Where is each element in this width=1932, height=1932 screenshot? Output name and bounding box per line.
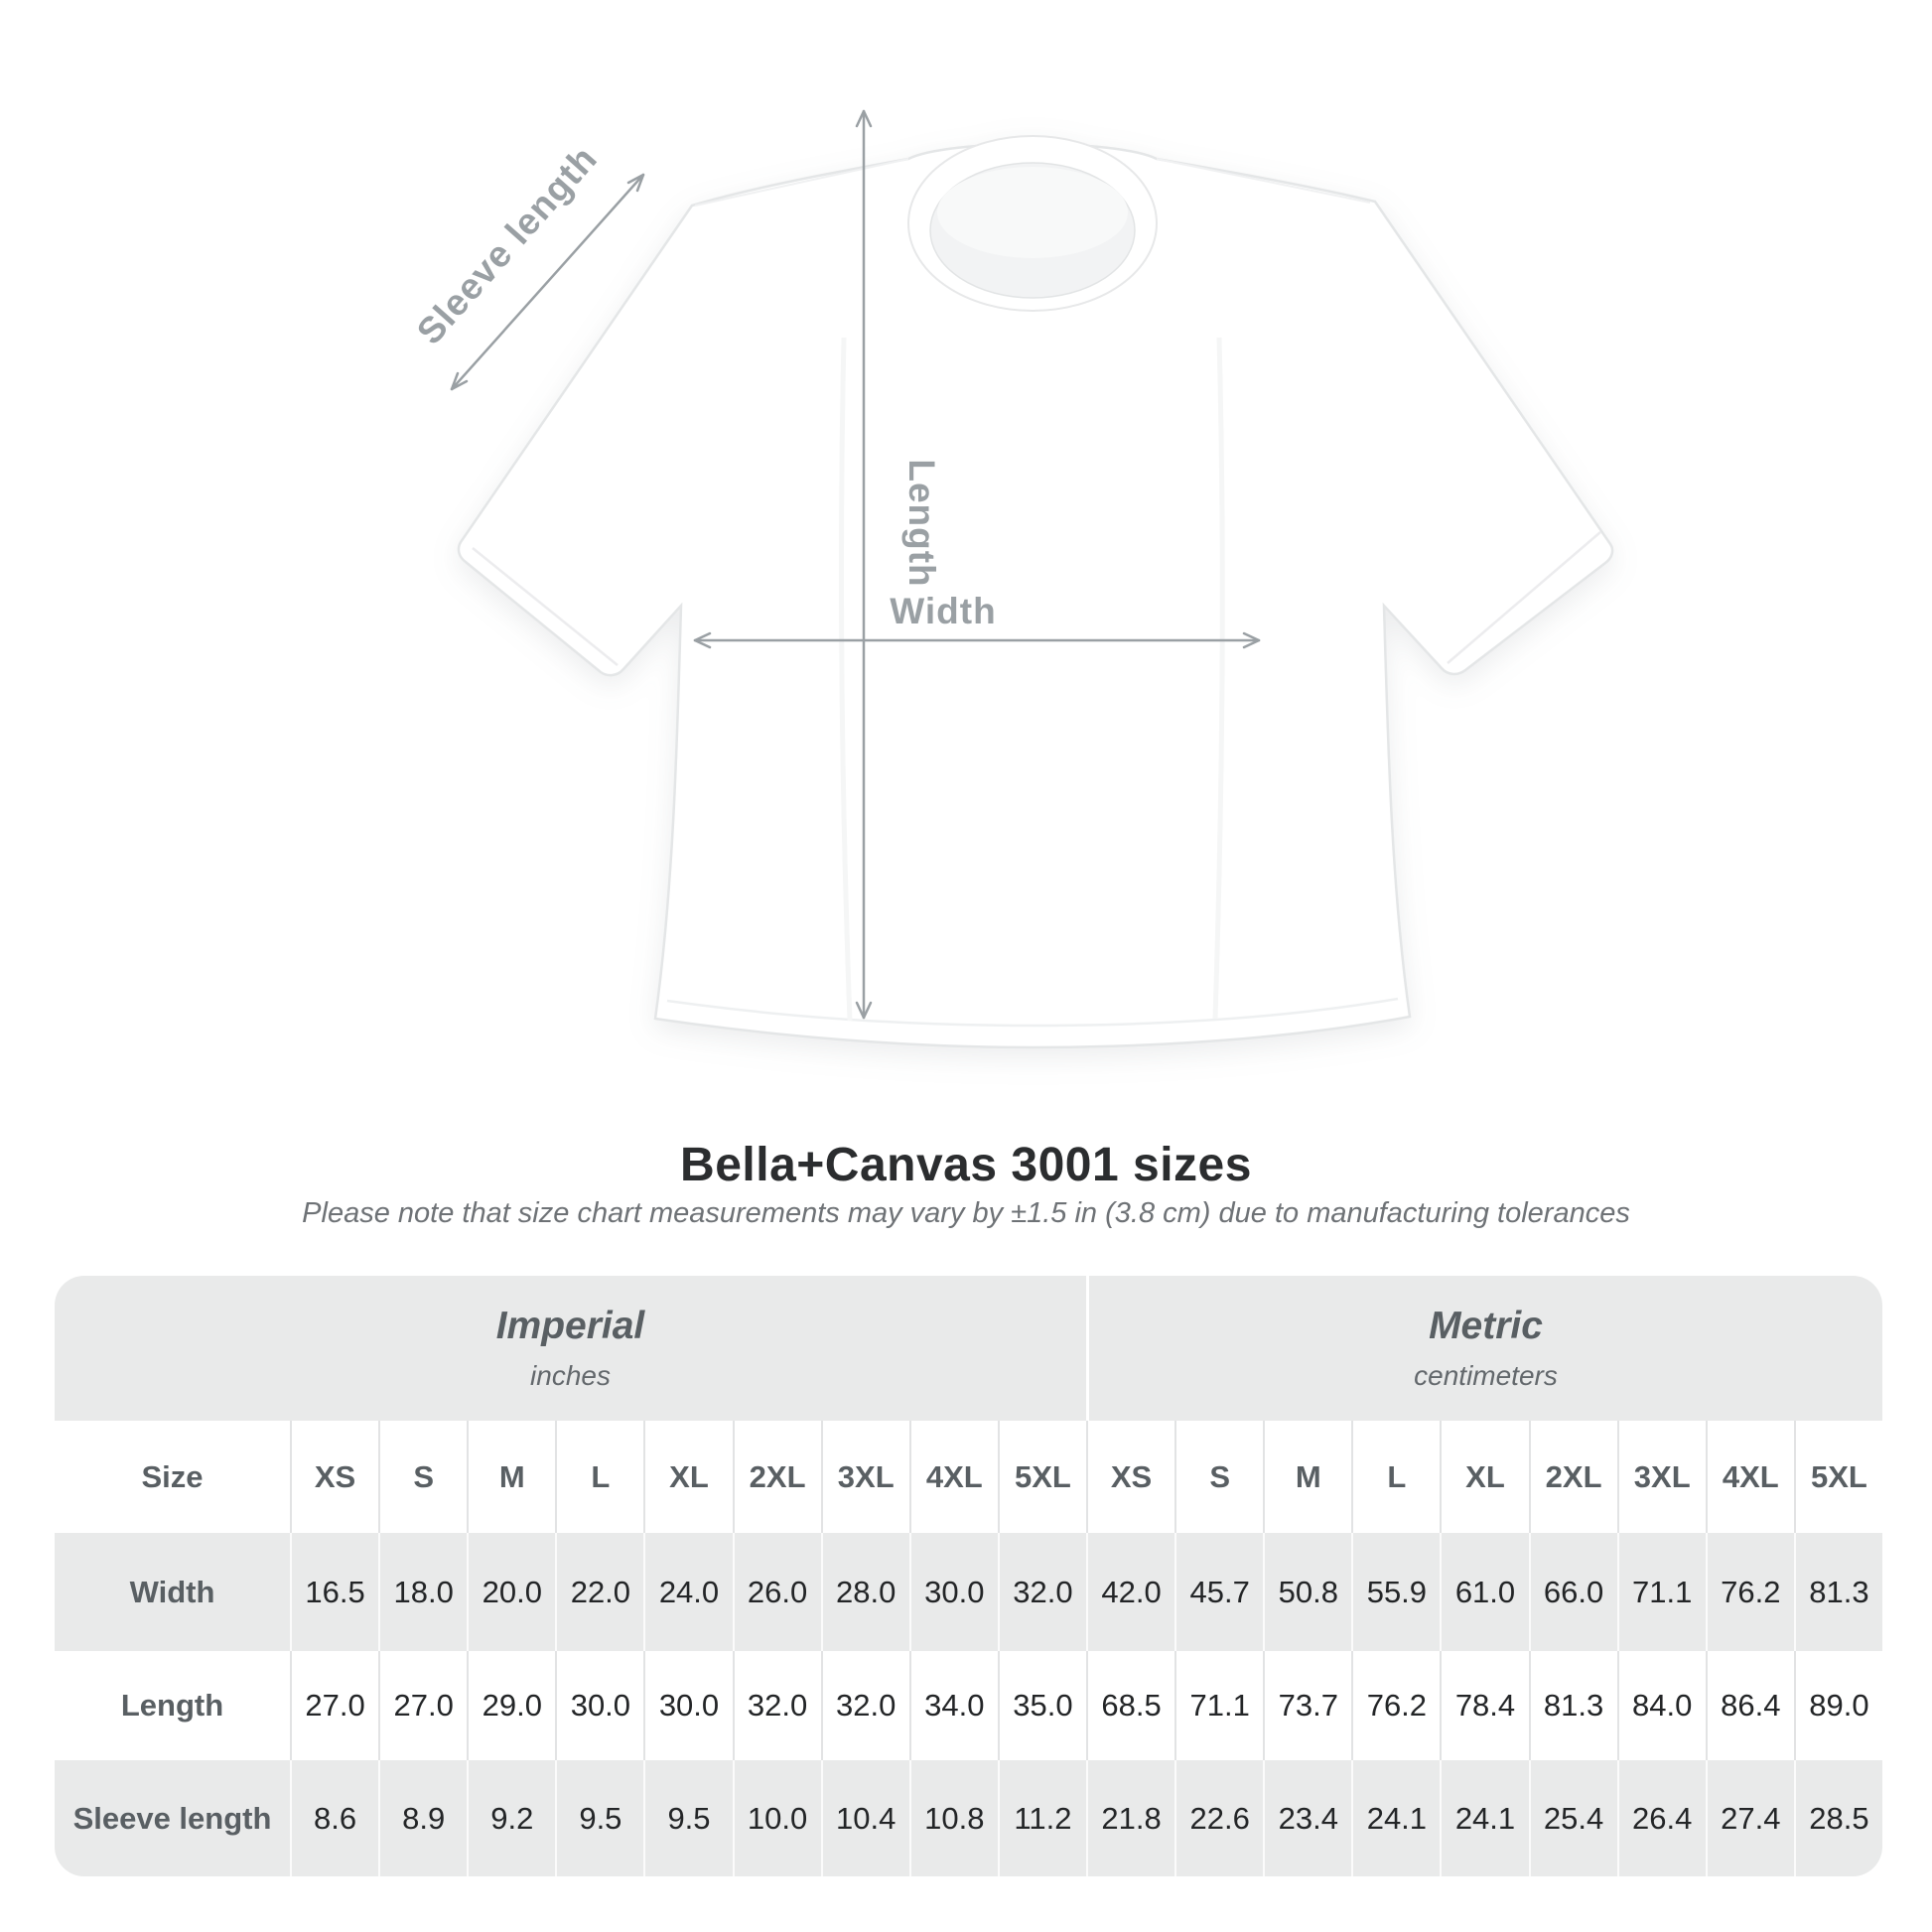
row-label-length: Length <box>55 1651 290 1760</box>
value-cell-imperial-width: 18.0 <box>378 1533 467 1651</box>
collar-back-fabric <box>937 167 1128 258</box>
value-cell-imperial-sleeve-length: 10.0 <box>733 1760 821 1876</box>
size-header-imperial-xs: XS <box>290 1421 378 1533</box>
value-cell-metric-length: 68.5 <box>1086 1651 1174 1760</box>
value-cell-imperial-sleeve-length: 11.2 <box>998 1760 1086 1876</box>
value-cell-imperial-length: 30.0 <box>643 1651 732 1760</box>
value-cell-metric-width: 55.9 <box>1351 1533 1440 1651</box>
size-table <box>55 1276 1882 1876</box>
value-cell-imperial-sleeve-length: 8.9 <box>378 1760 467 1876</box>
unit-header-imperial <box>55 1276 1086 1421</box>
value-cell-metric-length: 84.0 <box>1617 1651 1706 1760</box>
value-cell-metric-width: 76.2 <box>1706 1533 1794 1651</box>
value-cell-metric-sleeve-length: 28.5 <box>1794 1760 1882 1876</box>
size-header-imperial-2xl: 2XL <box>733 1421 821 1533</box>
value-cell-metric-length: 78.4 <box>1440 1651 1528 1760</box>
value-cell-imperial-sleeve-length: 9.5 <box>555 1760 643 1876</box>
value-cell-imperial-length: 32.0 <box>733 1651 821 1760</box>
size-header-imperial-3xl: 3XL <box>821 1421 909 1533</box>
unit-sub-imperial: inches <box>530 1360 611 1391</box>
page-title: Bella+Canvas 3001 sizes <box>680 1139 1252 1191</box>
size-header-metric-xl: XL <box>1440 1421 1528 1533</box>
size-header-metric-4xl: 4XL <box>1706 1421 1794 1533</box>
value-cell-imperial-length: 34.0 <box>909 1651 998 1760</box>
unit-sub-metric: centimeters <box>1414 1360 1558 1391</box>
value-cell-imperial-sleeve-length: 10.4 <box>821 1760 909 1876</box>
value-cell-imperial-length: 29.0 <box>467 1651 555 1760</box>
value-cell-imperial-sleeve-length: 10.8 <box>909 1760 998 1876</box>
size-header-imperial-l: L <box>555 1421 643 1533</box>
size-header-metric-3xl: 3XL <box>1617 1421 1706 1533</box>
value-cell-metric-length: 76.2 <box>1351 1651 1440 1760</box>
value-cell-imperial-length: 27.0 <box>290 1651 378 1760</box>
value-cell-metric-sleeve-length: 22.6 <box>1174 1760 1263 1876</box>
value-cell-metric-width: 71.1 <box>1617 1533 1706 1651</box>
value-cell-metric-sleeve-length: 24.1 <box>1440 1760 1528 1876</box>
value-cell-metric-width: 42.0 <box>1086 1533 1174 1651</box>
value-cell-metric-sleeve-length: 23.4 <box>1263 1760 1351 1876</box>
value-cell-metric-length: 81.3 <box>1529 1651 1617 1760</box>
size-header-imperial-m: M <box>467 1421 555 1533</box>
value-cell-imperial-length: 30.0 <box>555 1651 643 1760</box>
value-cell-imperial-sleeve-length: 9.2 <box>467 1760 555 1876</box>
value-cell-imperial-width: 28.0 <box>821 1533 909 1651</box>
value-cell-imperial-width: 30.0 <box>909 1533 998 1651</box>
size-header-metric-xs: XS <box>1086 1421 1174 1533</box>
value-cell-metric-width: 61.0 <box>1440 1533 1528 1651</box>
value-cell-metric-width: 45.7 <box>1174 1533 1263 1651</box>
size-header-imperial-5xl: 5XL <box>998 1421 1086 1533</box>
value-cell-metric-length: 89.0 <box>1794 1651 1882 1760</box>
row-label-width: Width <box>55 1533 290 1651</box>
value-cell-imperial-width: 22.0 <box>555 1533 643 1651</box>
size-header-metric-s: S <box>1174 1421 1263 1533</box>
sleeve-length-label: Sleeve length <box>408 137 606 352</box>
value-cell-metric-length: 73.7 <box>1263 1651 1351 1760</box>
value-cell-imperial-sleeve-length: 8.6 <box>290 1760 378 1876</box>
value-cell-metric-length: 71.1 <box>1174 1651 1263 1760</box>
value-cell-metric-sleeve-length: 25.4 <box>1529 1760 1617 1876</box>
value-cell-imperial-width: 32.0 <box>998 1533 1086 1651</box>
value-cell-metric-width: 50.8 <box>1263 1533 1351 1651</box>
value-cell-metric-length: 86.4 <box>1706 1651 1794 1760</box>
size-header-metric-2xl: 2XL <box>1529 1421 1617 1533</box>
size-header-metric-l: L <box>1351 1421 1440 1533</box>
value-cell-metric-sleeve-length: 21.8 <box>1086 1760 1174 1876</box>
size-header-imperial-4xl: 4XL <box>909 1421 998 1533</box>
size-header-imperial-s: S <box>378 1421 467 1533</box>
value-cell-imperial-length: 27.0 <box>378 1651 467 1760</box>
value-cell-imperial-width: 16.5 <box>290 1533 378 1651</box>
length-label: Length <box>901 459 942 588</box>
page-subtitle: Please note that size chart measurements may vary by ±1.5 in (3.8 cm) due to manufacturing tolerances <box>302 1197 1630 1229</box>
unit-header-metric <box>1086 1276 1882 1421</box>
size-header-metric-5xl: 5XL <box>1794 1421 1882 1533</box>
value-cell-imperial-length: 32.0 <box>821 1651 909 1760</box>
row-label-sleeve-length: Sleeve length <box>55 1760 290 1876</box>
value-cell-metric-sleeve-length: 24.1 <box>1351 1760 1440 1876</box>
value-cell-metric-sleeve-length: 26.4 <box>1617 1760 1706 1876</box>
value-cell-metric-sleeve-length: 27.4 <box>1706 1760 1794 1876</box>
value-cell-imperial-width: 20.0 <box>467 1533 555 1651</box>
value-cell-metric-width: 81.3 <box>1794 1533 1882 1651</box>
size-header-imperial-xl: XL <box>643 1421 732 1533</box>
corner-label-size: Size <box>55 1421 290 1533</box>
unit-title-metric: Metric <box>1429 1305 1543 1347</box>
value-cell-imperial-length: 35.0 <box>998 1651 1086 1760</box>
value-cell-metric-width: 66.0 <box>1529 1533 1617 1651</box>
width-label: Width <box>890 591 997 631</box>
unit-title-imperial: Imperial <box>495 1305 645 1347</box>
value-cell-imperial-width: 24.0 <box>643 1533 732 1651</box>
size-header-metric-m: M <box>1263 1421 1351 1533</box>
shirt-illustration <box>459 136 1612 1047</box>
value-cell-imperial-width: 26.0 <box>733 1533 821 1651</box>
value-cell-imperial-sleeve-length: 9.5 <box>643 1760 732 1876</box>
